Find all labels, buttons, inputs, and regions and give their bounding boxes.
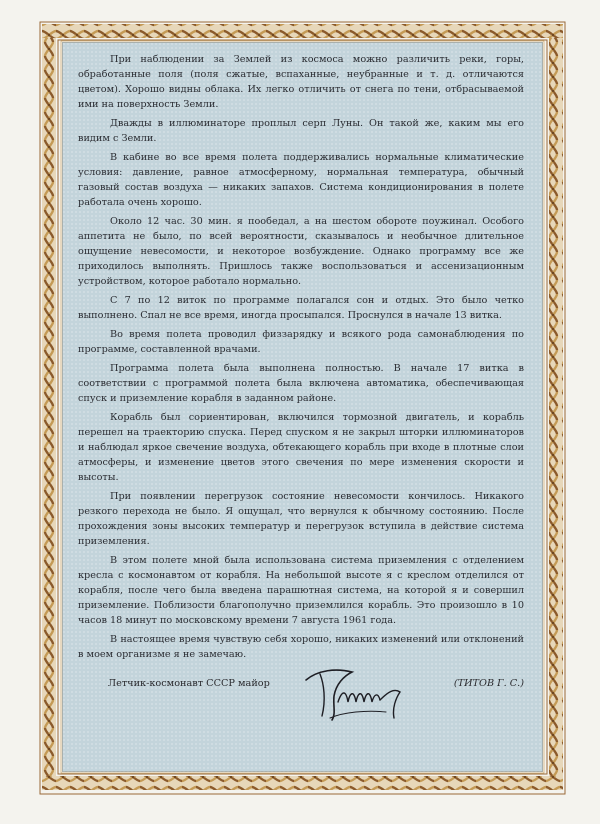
signature-block (78, 676, 524, 720)
paragraph: Во время полета проводил физзарядку и всякого рода самонаблюдения по программе, составленной врачами. (78, 329, 524, 355)
paragraph: С 7 по 12 виток по программе полагался сон и отдых. Это было четко выполнено. Спал не все время, иногда просыпался. Проснулся в начале 13 витка. (78, 295, 524, 321)
handwritten-signature (296, 662, 406, 724)
paragraph: Около 12 час. 30 мин. я пообедал, а на шестом обороте поужинал. Особого аппетита не было, по всей вероятности, сказывалось и необычное длительное ощущение невесомости, и некоторое возбуждение. Однако программу все же приходилось выполнять. Пришлось также воспользоваться и ассенизационным устройством, которое работало нормально. (78, 216, 524, 287)
signatory-name: (ТИТОВ Г. С.) (453, 678, 524, 689)
paragraph: В настоящее время чувствую себя хорошо, никаких изменений или отклонений в моем организме я не замечаю. (78, 634, 524, 660)
paragraph: При наблюдении за Землей из космоса можно различить реки, горы, обработанные поля (поля сжатые, вспаханные, неубранные и т. д. отличаются цветом). Хорошо видны облака. Их легко отличить от снега по тени, отбрасываемой ими на поверхность Земли. (78, 54, 524, 110)
document-body (78, 52, 524, 666)
signature-label: Летчик-космонавт СССР майор (108, 678, 270, 689)
paragraph: При появлении перегрузок состояние невесомости кончилось. Никакого резкого перехода не было. Я ощущал, что вернулся к обычному состоянию. После прохождения зоны высоких температур и перегрузок вступила в действие система приземления. (78, 491, 524, 547)
paragraph: В этом полете мной была использована система приземления с отделением кресла с космонавтом от корабля. На небольшой высоте я с креслом отделился от корабля, после чего была введена парашютная система, на которой я и совершил приземление. Поблизости благополучно приземлился корабль. Это произошло в 10 часов 18 минут по московскому времени 7 августа 1961 года. (78, 555, 524, 626)
paragraph: Программа полета была выполнена полностью. В начале 17 витка в соответствии с программой полета была включена автоматика, обеспечивающая спуск и приземление корабля в заданном районе. (78, 363, 524, 404)
paragraph: В кабине во все время полета поддерживались нормальные климатические условия: давление, равное атмосферному, нормальная температура, обычный газовый состав воздуха — никаких запахов. Система кондиционирования в полете работала очень хорошо. (78, 152, 524, 208)
paragraph: Дважды в иллюминаторе проплыл серп Луны. Он такой же, каким мы его видим с Земли. (78, 118, 524, 144)
paragraph: Корабль был сориентирован, включился тормозной двигатель, и корабль перешел на траекторию спуска. Перед спуском я не закрыл шторки иллюминаторов и наблюдал яркое свечение воздуха, обтекающего корабль при входе в плотные слои атмосферы, и изменение цветов этого свечения по мере изменения скорости и высоты. (78, 412, 524, 483)
